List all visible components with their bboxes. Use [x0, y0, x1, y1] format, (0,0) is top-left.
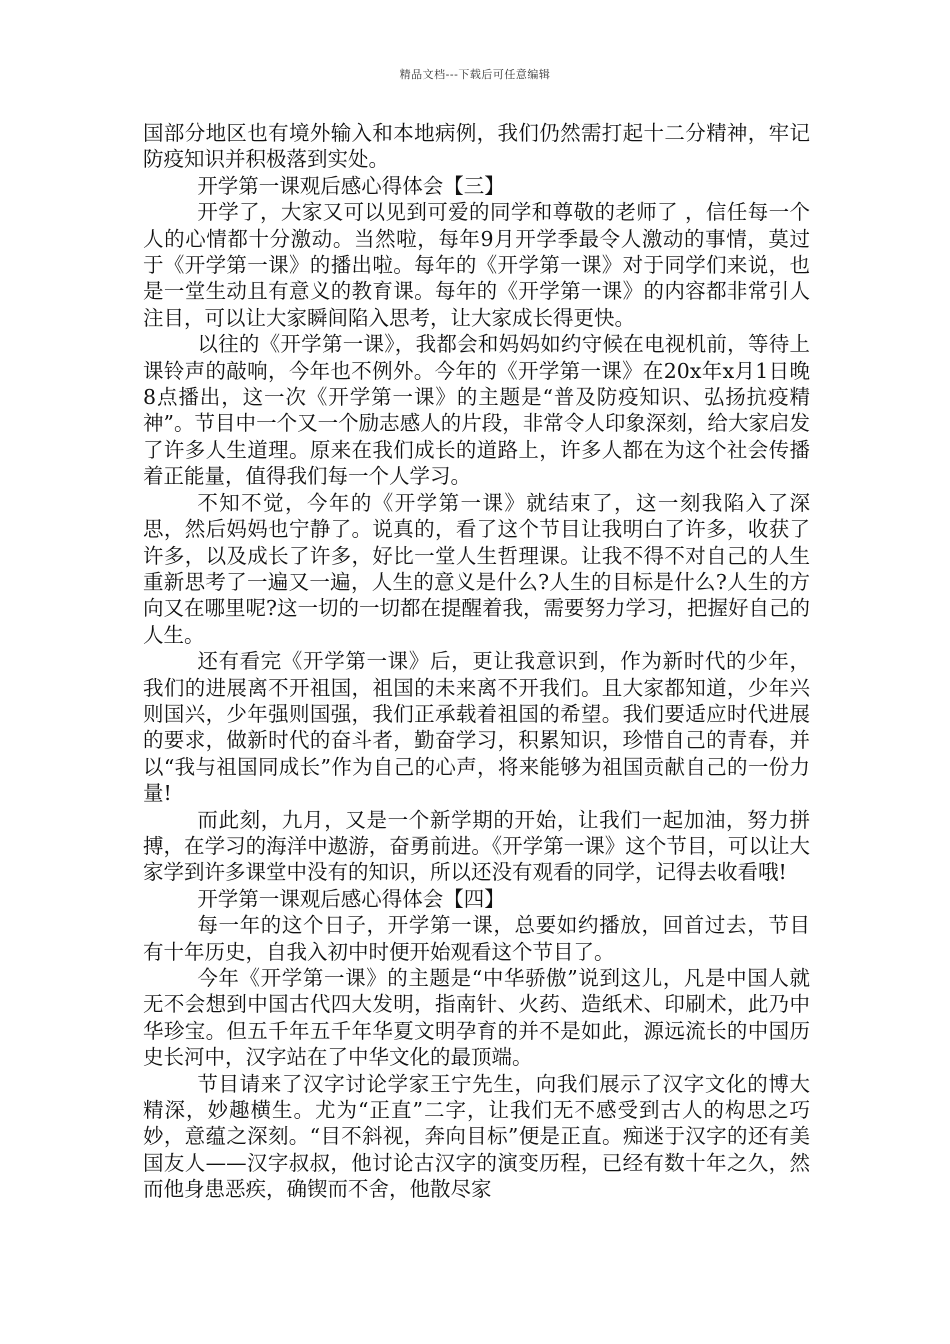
paragraph: 今年《开学第一课》的主题是“中华骄傲”说到这儿，凡是中国人就无不会想到中国古代四大发明，指南针、火药、造纸术、印刷术，此乃中华珍宝。但五千年五千年华夏文明孕育的并不是如此，源远流长的中国历史长河中，汉字站在了中华文化的最顶端。 [143, 966, 810, 1070]
section-heading: 开学第一课观后感心得体会【三】 [197, 173, 505, 198]
paragraph: 以往的《开学第一课》，我都会和妈妈如约守候在电视机前，等待上课铃声的敲响，今年也不例外。今年的《开学第一课》在20x年x月1日晚8点播出，这一次《开学第一课》的主题是“普及防疫知识、弘扬抗疫精神”。节目中一个又一个励志感人的片段，非常令人印象深刻，给大家启发了许多人生道理。原来在我们成长的道路上，许多人都在为这个社会传播着正能量，值得我们每一个人学习。 [143, 332, 810, 489]
section-heading: 开学第一课观后感心得体会【四】 [197, 886, 505, 911]
paragraph: 每一年的这个日子，开学第一课，总要如约播放，回首过去，节目有十年历史，自我入初中时便开始观看这个节目了。 [143, 913, 810, 964]
paragraph: 节目请来了汉字讨论学家王宁先生，向我们展示了汉字文化的博大精深，妙趣横生。尤为“正直”二字，让我们无不感受到古人的构思之巧妙，意蕴之深刻。“目不斜视，奔向目标”便是正直。痴迷于汉字的还有美国友人——汉字叔叔，他讨论古汉字的演变历程，已经有数十年之久，然而他身患恶疾，确锲而不舍，他散尽家 [143, 1071, 810, 1202]
paragraph: 还有看完《开学第一课》后，更让我意识到，作为新时代的少年，我们的进展离不开祖国，祖国的未来离不开我们。且大家都知道，少年兴则国兴，少年强则国强，我们正承载着祖国的希望。我们要适应时代进展的要求，做新时代的奋斗者，勤奋学习，积累知识，珍惜自己的青春，并以“我与祖国同成长”作为自己的心声，将来能够为祖国贡献自己的一份力量! [143, 649, 810, 806]
paragraph: 不知不觉，今年的《开学第一课》就结束了，这一刻我陷入了深思，然后妈妈也宁静了。说真的，看了这个节目让我明白了许多，收获了许多，以及成长了许多，好比一堂人生哲理课。让我不得不对自己的人生重新思考了一遍又一遍，人生的意义是什么?人生的目标是什么?人生的方向又在哪里呢?这一切的一切都在提醒着我，需要努力学习，把握好自己的人生。 [143, 490, 810, 647]
paragraph: 而此刻，九月，又是一个新学期的开始，让我们一起加油，努力拼搏，在学习的海洋中遨游，奋勇前进。《开学第一课》这个节目，可以让大家学到许多课堂中没有的知识，所以还没有观看的同学，记得去收看哦! [143, 807, 810, 885]
page-header: 精品文档---下载后可任意编辑 [399, 68, 551, 81]
paragraph: 国部分地区也有境外输入和本地病例，我们仍然需打起十二分精神，牢记防疫知识并积极落到实处。 [143, 121, 810, 172]
document-body [143, 120, 810, 1203]
paragraph: 开学了，大家又可以见到可爱的同学和尊敬的老师了 ，信任每一个人的心情都十分激动。当然啦，每年9月开学季最令人激动的事情，莫过于《开学第一课》的播出啦。每年的《开学第一课》对于同学们来说，也是一堂生动且有意义的教育课。每年的《开学第一课》的内容都非常引人注目，可以让大家瞬间陷入思考，让大家成长得更快。 [143, 200, 810, 330]
